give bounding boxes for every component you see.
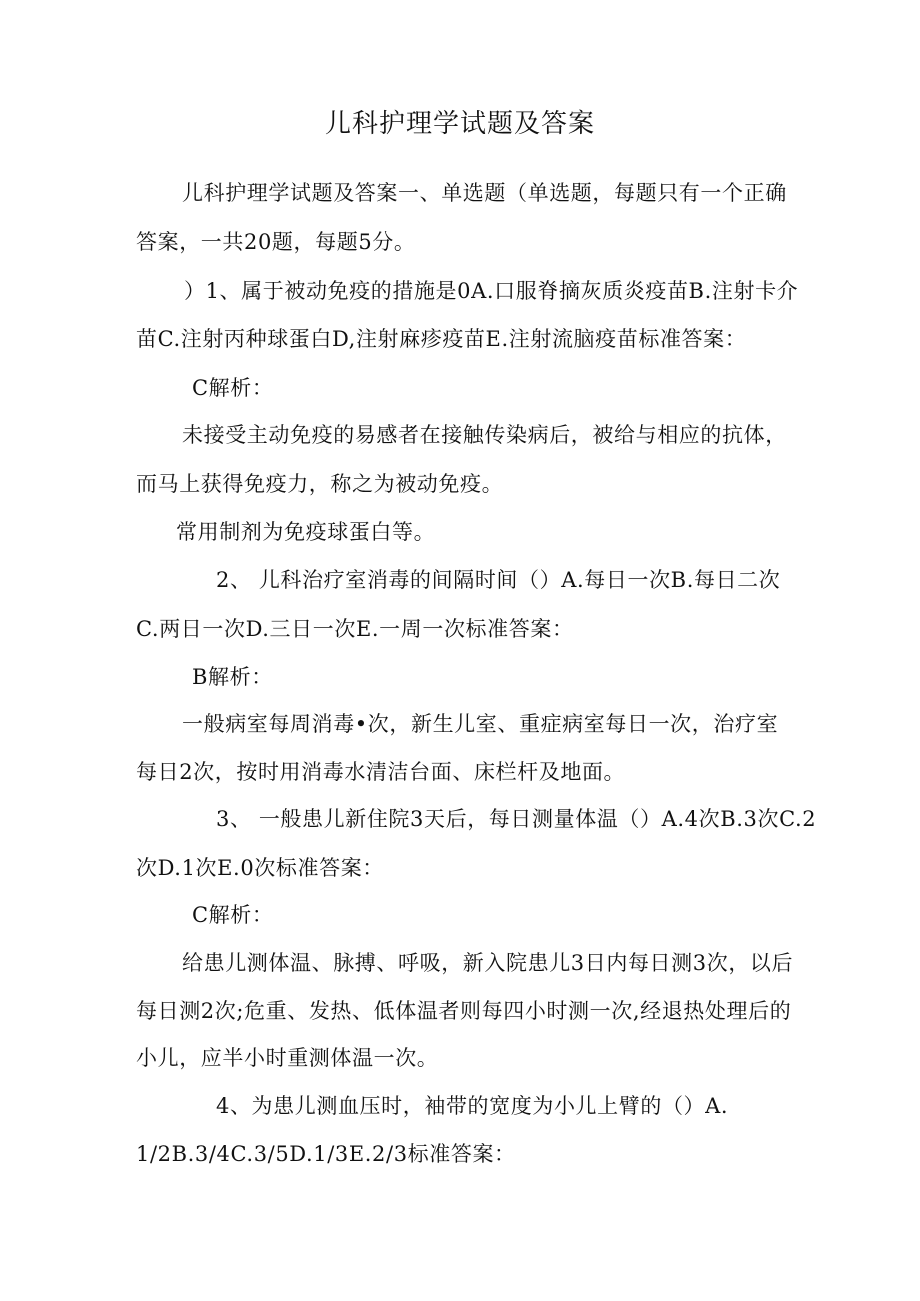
text-line: 小儿，应半小时重测体温一次。 [136,1046,439,1070]
text-line: C解析： [192,903,274,927]
text-line: 答案，一共20题，每题5分。 [136,230,416,254]
text-line: 儿科护理学试题及答案一、单选题（单选题，每题只有一个正确 [182,181,787,205]
text-line: C.两日一次D.三日一次E.一周一次标准答案： [136,617,574,641]
text-line: 每日测2次;危重、发热、低体温者则每四小时测一次,经退热处理后的 [136,999,792,1023]
document-title: 儿科护理学试题及答案 [324,109,595,139]
text-line: B解析： [192,665,273,689]
text-line: C解析： [192,376,274,400]
text-line: 次D.1次E.0次标准答案： [136,856,384,880]
text-line: 每日2次，按时用消毒水清洁台面、床栏杆及地面。 [136,760,626,784]
text-line: 1/2B.3/4C.3/5D.1/3E.2/3标准答案： [136,1142,516,1166]
text-line: ）1、属于被动免疫的措施是0A.口服脊摘灰质炎疫苗B.注射卡介 [184,279,799,303]
text-line: 苗C.注射丙种球蛋白D,注射麻疹疫苗E.注射流脑疫苗标准答案： [136,327,747,351]
text-line: 常用制剂为免疫球蛋白等。 [176,520,436,544]
text-line: 3、 一般患儿新住院3天后，每日测量体温（）A.4次B.3次C.2 [216,807,817,831]
text-line: 未接受主动免疫的易感者在接触传染病后，被给与相应的抗体， [182,423,787,447]
text-line: 一般病室每周消毒•次，新生儿室、重症病室每日一次，治疗室 [182,712,779,736]
text-line: 而马上获得免疫力，称之为被动免疫。 [136,472,504,496]
text-line: 2、 儿科治疗室消毒的间隔时间（）A.每日一次B.每日二次 [216,568,781,592]
text-line: 4、为患儿测血压时，袖带的宽度为小儿上臂的（）A. [216,1094,729,1118]
text-line: 给患儿测体温、脉搏、呼吸，新入院患儿3日内每日测3次，以后 [182,951,794,975]
